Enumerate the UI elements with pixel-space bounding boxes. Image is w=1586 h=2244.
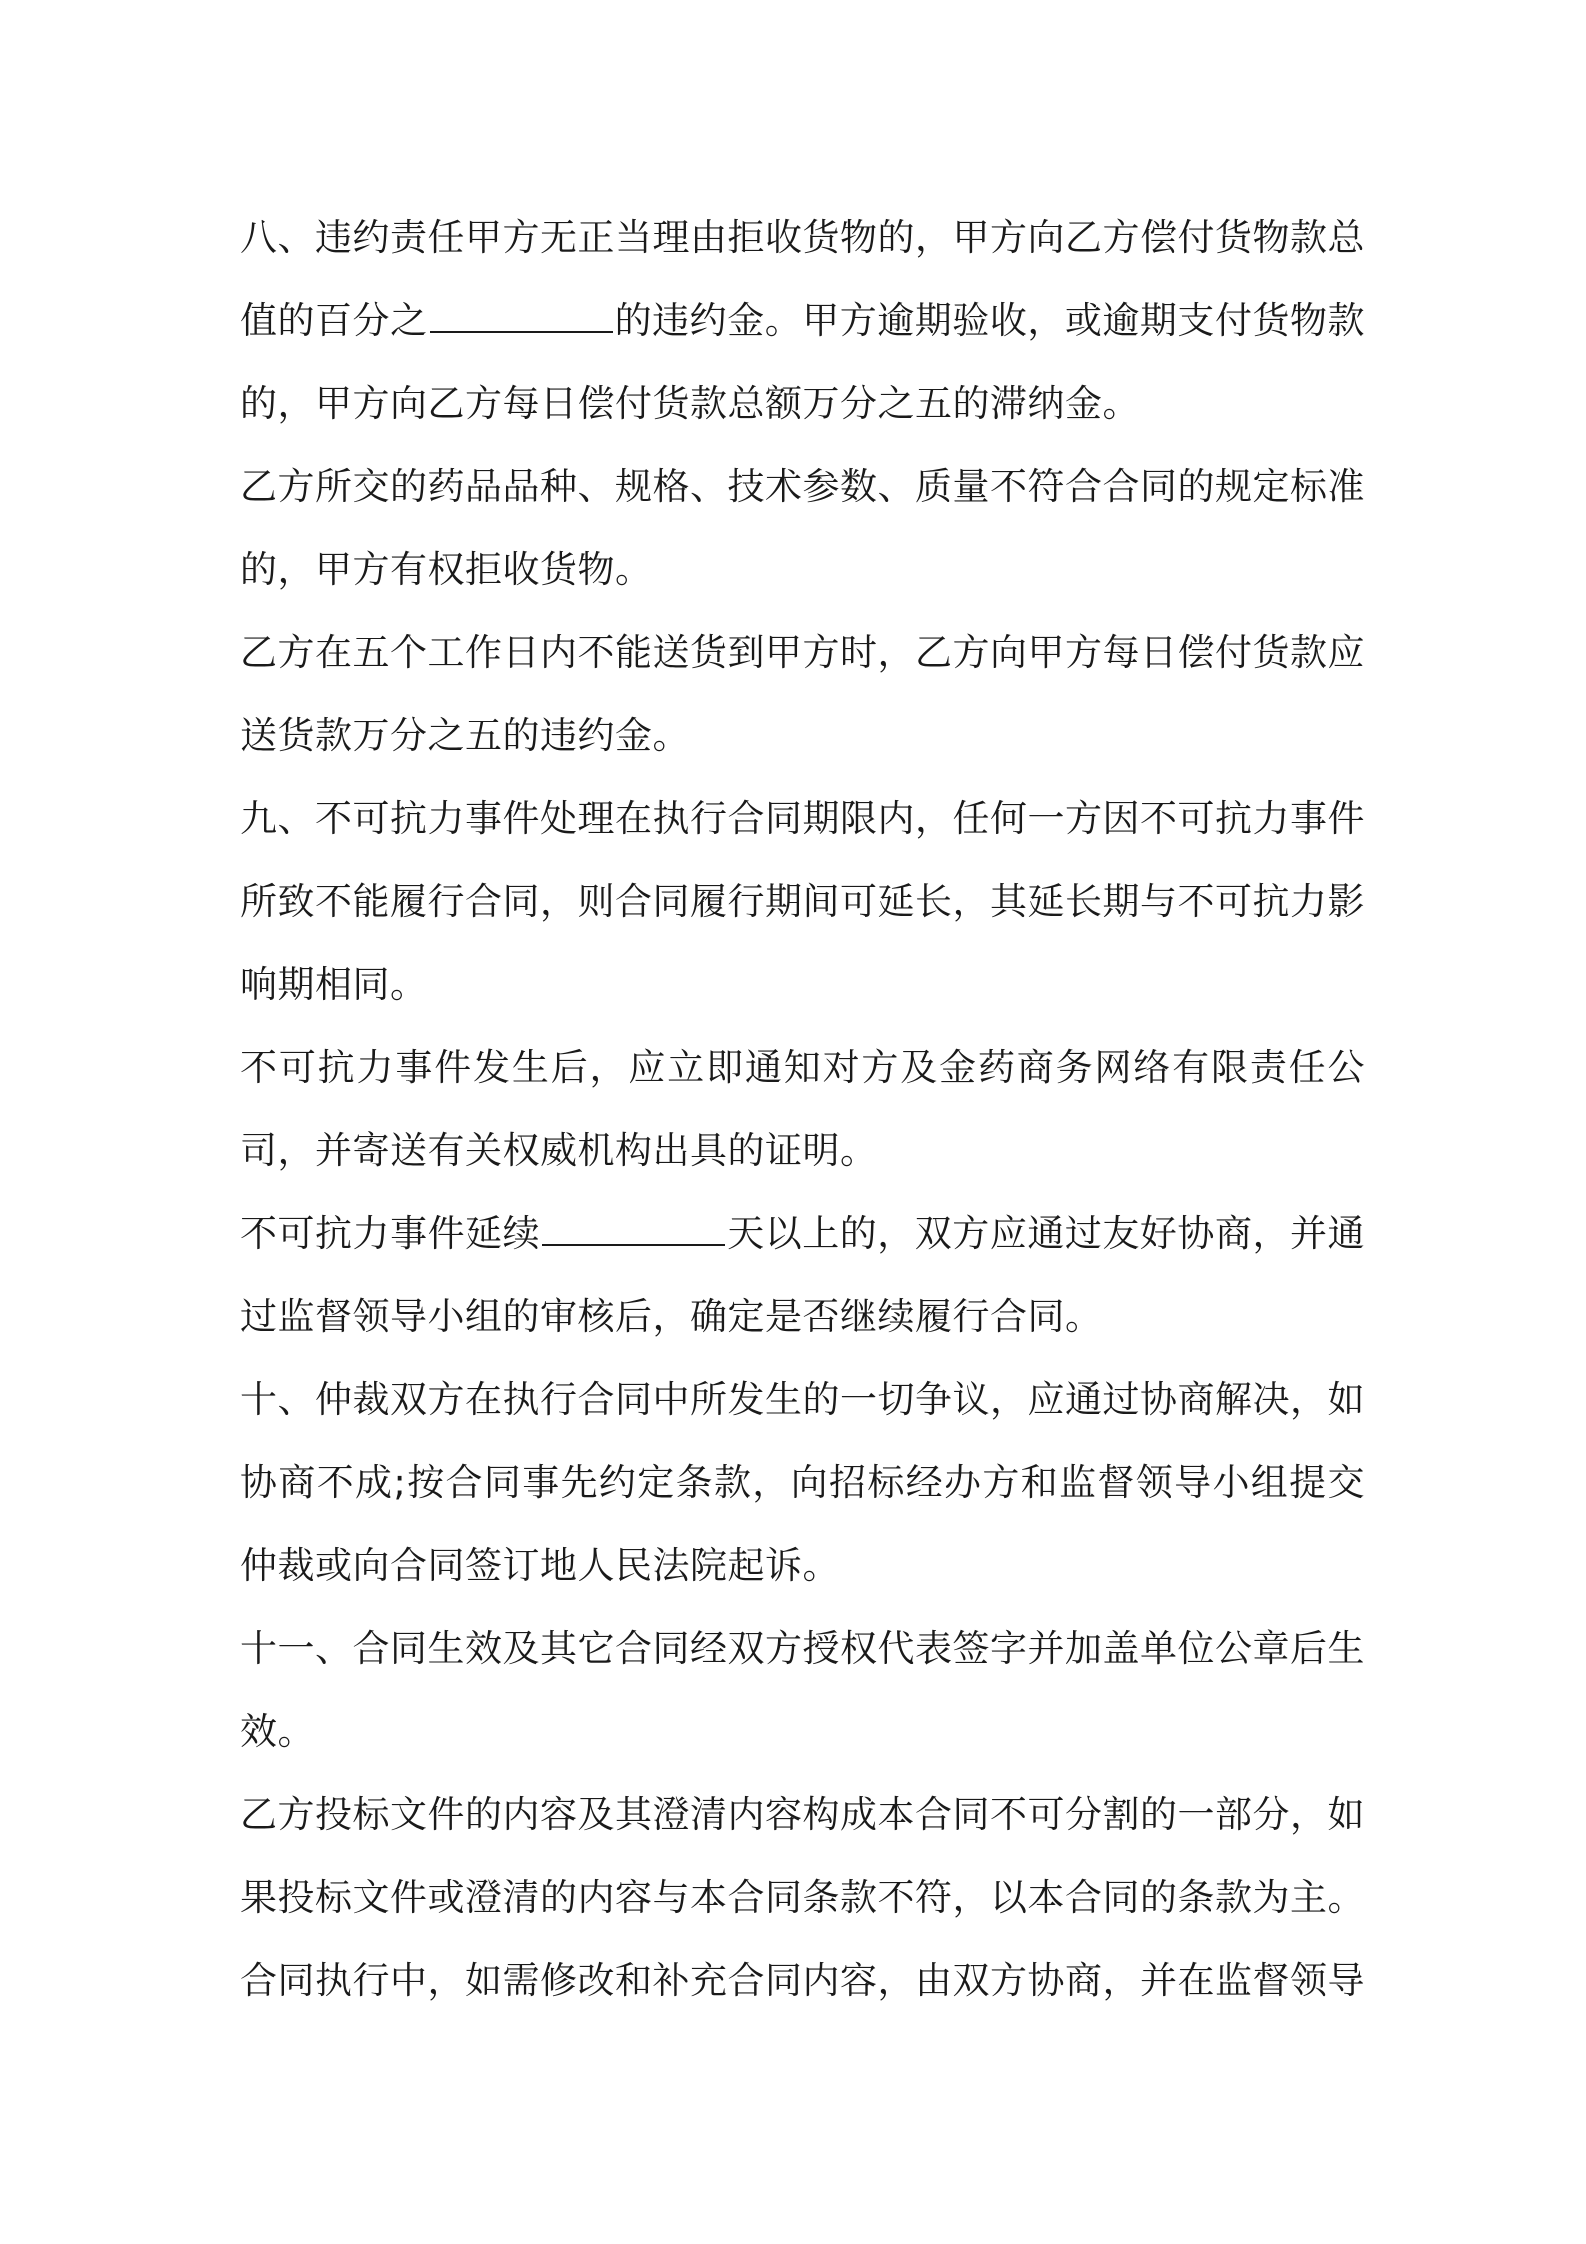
clause-8-breach-liability (240, 196, 1365, 445)
paragraph-bid-documents: 乙方投标文件的内容及其澄清内容构成本合同不可分割的一部分，如果投标文件或澄清的内容与本合同条款不符，以本合同的条款为主。 (240, 1793, 1365, 1919)
clause-text: 的违约金。甲方逾期验收，或逾期支付货物款的，甲方向乙方每日偿付货款总额万分之五的滞纳金。 (240, 299, 1366, 425)
clause-text: 天以上的，双方应通过友好协商，并通过监督领导小组的审核后，确定是否继续履行合同。 (240, 1212, 1366, 1338)
paragraph-force-majeure-duration (240, 1192, 1365, 1358)
paragraph-force-majeure-notice: 不可抗力事件发生后，应立即通知对方及金药商务网络有限责任公司，并寄送有关权威机构出具的证明。 (240, 1046, 1365, 1172)
clause-9-force-majeure: 九、不可抗力事件处理在执行合同期限内，任何一方因不可抗力事件所致不能履行合同，则合同履行期间可延长，其延长期与不可抗力影响期相同。 (240, 797, 1365, 1006)
paragraph-reject-goods: 乙方所交的药品品种、规格、技术参数、质量不符合合同的规定标准的，甲方有权拒收货物。 (240, 465, 1365, 591)
clause-10-arbitration: 十、仲裁双方在执行合同中所发生的一切争议，应通过协商解决，如协商不成;按合同事先约定条款，向招标经办方和监督领导小组提交仲裁或向合同签订地人民法院起诉。 (240, 1378, 1365, 1587)
paragraph-late-delivery: 乙方在五个工作日内不能送货到甲方时，乙方向甲方每日偿付货款应送货款万分之五的违约金。 (240, 631, 1365, 757)
fill-in-blank-days (542, 1214, 725, 1246)
paragraph-contract-amendment: 合同执行中，如需修改和补充合同内容，由双方协商，并在监督领导 (240, 1959, 1365, 2002)
contract-body (240, 196, 1365, 2022)
fill-in-blank-percentage (430, 301, 613, 333)
clause-text: 不可抗力事件延续 (240, 1212, 541, 1255)
clause-text: 八、违约责任甲方无正当理由拒收货物的，甲方向乙方偿付货物款总值的百分之 (240, 216, 1365, 342)
clause-11-effectiveness: 十一、合同生效及其它合同经双方授权代表签字并加盖单位公章后生效。 (240, 1627, 1365, 1753)
